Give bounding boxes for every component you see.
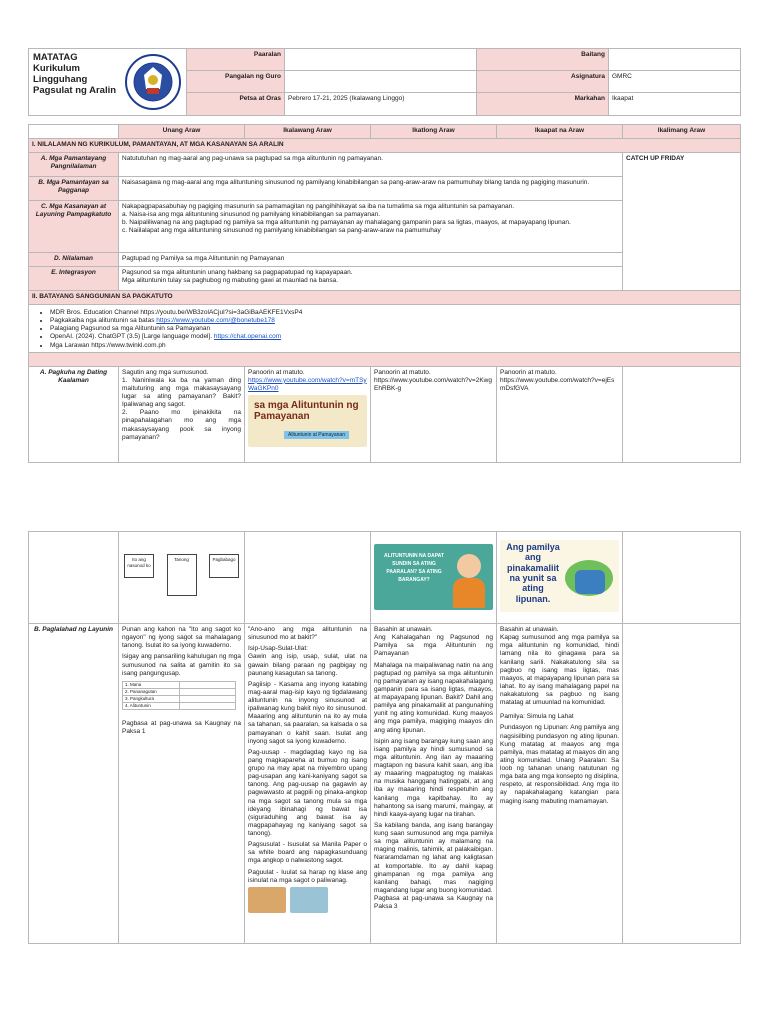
school-value (285, 49, 477, 71)
day-1-prior-knowledge: Sagutin ang mga sumusunod. 1. Naniniwala ka ba na yaman ding maituturing ang mga makasaysayang lugar sa ating pamayanan? Bakit? Ipaliwanag ang sagot. 2. Paano mo ipinakikita na pinapahalagahan mo ang mga makasaysayang pook sa inyong pamayanan? (119, 366, 245, 462)
day-1-objectives: Punan ang kahon na "Ito ang sagot ko ngayon" ng iyong sagot sa mahalagang tanong. Isulat ito sa iyong kuwaderno. Isigay ang pansariling kahulugan ng mga sumusunod na salita at gamitin ito sa isang pangungusap. 1. Mana 2. Pananagutan 3. Pangkultura 4. Alituntunin Pagbasa at pag-unawa sa Kaugnay na Paksa 1 (119, 624, 245, 944)
row-label-integration: E. Integrasyon (29, 267, 119, 291)
day-2-prior-knowledge: Panoorin at matuto. https://www.youtube.com/watch?v=mTSyWaGKPn0 sa mga Alituntunin ng Pamayanan Alituntunin at Pamayanan (245, 366, 371, 462)
reference-item: • MDR Bros. Education Channel https://youtu.be/WB3zolACjuI?si=3aGiBaAEKFE1VxsP4 (50, 309, 737, 317)
day-4-image-cell (497, 532, 623, 624)
reference-item: • Pagkakaiba nga alituntunin sa batas https://www.youtube.com/@bonetube178 (50, 317, 737, 325)
references-cell (29, 305, 741, 353)
row-label-prior-knowledge: A. Pagkuha ng Dating Kaalaman (29, 366, 119, 462)
title-cell (29, 49, 187, 116)
family-icon (575, 570, 605, 594)
video-thumbnail-image: sa mga Alituntunin ng Pamayanan Alituntunin at Pamayanan (248, 395, 367, 447)
document-title: MATATAG Kurikulum Lingguhang Pagsulat ng Aralin (33, 52, 117, 96)
lesson-plan-page-2 (28, 531, 740, 944)
reference-item: • OpenAI. (2024). ChatGPT (3.5) [Large language model]. https://chat.openai.com (50, 333, 737, 341)
section-3-title (29, 352, 741, 366)
integration-line: Mga alituntunin tulay sa paghubog ng mabuting gawi at maunlad na bansa. (122, 277, 339, 285)
date-label: Petsa at Oras (187, 93, 285, 116)
quarter-value: Ikaapat (609, 93, 741, 116)
integration-line: Pagsunod sa mga alituntunin unang hakbang sa pagpapatupad ng kapayapaan. (122, 269, 353, 276)
day-5-empty-cell (623, 532, 741, 624)
graphic-organizer (122, 554, 241, 596)
row-label-content: D. Nilalaman (29, 253, 119, 267)
day-2-objectives: "Ano-ano ang mga alituntunin na sinusunod mo at bakit?" Isip-Usap-Sulat-Ulat: Gawin ang isip, usap, sulat, ulat na gawain bilang paraan ng pagbigay ng paunang kasagutan sa tanong. Pagiisip - Kasama ang inyong katabing mag-aaral mag-isip kayo ng tigdalawang alituntunin na inyong sinusunod at ipaliwanag kung bakit niyo ito sinusunod. Maaaring ang alituntunin na ito ay mula sa tahanan, sa paaralan, sa kalsada o sa pamayanan o kahit saan. Isulat ang inyong sagot sa iyong kuwaderno. Pag-uusap - magdagdag kayo ng isa pang magkapareha at bumuo ng isang grupo na may apat na miyembro upang pag-usapan ang kani-kaniyang sagot sa tanong. Ang pag-uusap na gagawin ay pagwawasto at pagpili ng pinaka-angkop na mga sagot sa tanong mula sa mga ideyang ibinahagi ng bawat isa (siguraduhing ang bawat isa ay magpapahayag ng kaniyang sagot sa tanong). Pagsusulat - Isusulat sa Manila Paper o sa white board ang napagkasunduang mga angkop o nalwastong sagot. Paguulat - Iuulat sa harap ng klase ang isinulat na mga sagot o paliwanag. (245, 624, 371, 944)
quarter-label: Markahan (477, 93, 609, 116)
lesson-plan-page-1 (28, 48, 740, 463)
integration-text (119, 267, 623, 291)
reference-link[interactable]: https://www.youtube.com/@bonetube178 (156, 317, 275, 325)
continued-label-cell (29, 532, 119, 624)
day-5-objectives (623, 624, 741, 944)
family-illustration-image: Ang pamilya ang pinakamaliit na yunit sa ating lipunan. (500, 540, 619, 612)
competency-line: c. Naiilalapat ang mga alituntuning sinusunod ng pamilyang kinabibilangan sa pang-araw-araw na pamumuhay (122, 227, 441, 235)
competency-line: b. Naipaliliwanag na ang pagtupad ng pamilya sa mga alituntunin ng pamayanan ay mahalagang gampanin para sa ligtas, maayos, at mapayapang lipunan. (122, 219, 571, 227)
header-table (28, 48, 741, 116)
day-4-objectives: Basahin at unawain. Kapag sumusunod ang mga pamilya sa mga alituntunin ng komunidad, hindi lamang nila ito ginagawa para sa kanilang sarili. Nakakatulong sila sa pagbuo ng isang mas ligtas, mas maayos, at mapayapang lipunan para sa lahat. Ito ay isang mahalagang papel na nakakatulong sa pagbuo ng isang matatag at umuunlad na komunidad. Pamilya: Simula ng Lahat Pundasyon ng Lipunan: Ang pamilya ang nagsisilbing pundasyon ng ating lipunan. Kung matatag at maayos ang mga pamilya, mas matatag at maayos din ang ating komunidad. Unang Paaralan: Sa loob ng tahanan unang natutunan ng mga bata ang mga konsepto ng disiplina, respeto, at responsibilidad. Ang mga ito ay napakahalagang katangian para maging isang mabuting mamamayan. (497, 624, 623, 944)
day-4-prior-knowledge: Panoorin at matuto. https://www.youtube.com/watch?v=ejEsmDsfGVA (497, 366, 623, 462)
teacher-body-icon (453, 578, 485, 608)
reference-item: • Mga Larawan https://www.twinkl.com.ph (50, 342, 737, 350)
grade-value (609, 49, 741, 71)
row-label-content-standards: A. Mga Pamantayang Pangnilalaman (29, 153, 119, 177)
content-standards-text: Natututuhan ng mag-aaral ang pag-unawa sa pagtupad sa mga alituntunin ng pamayanan. (119, 153, 623, 177)
school-label: Paaralan (187, 49, 285, 71)
classroom-illustration-image (248, 887, 367, 913)
row-label-objectives: B. Paglalahad ng Layunin (29, 624, 119, 944)
day-5-header: Ikalimang Araw (623, 125, 741, 139)
day-5-prior-knowledge (623, 366, 741, 462)
competencies-text (119, 201, 623, 253)
teacher-value (285, 70, 477, 93)
day-3-objectives: Basahin at unawain. Ang Kahalagahan ng Pagsunod ng Pamilya sa mga Alituntunin ng Pamayanan Mahalaga na maipaliwanag natin na ang pagtupad ng pamilya sa mga alituntunin ng pamayanan ay isang napakahalagang gampanin para sa isang ligtas, maayos, at mapayapang lipunan. Bakit? Dahil ang pamilya ang pinakamaliit at pangunahing yunit ng ating komunidad. Kung maayos ang mga pamilya, magiging maayos din ang ating lipunan. Isipin ang isang barangay kung saan ang isang pamilya ay hindi sumusunod sa mga alituntunin. Ang ilan ay maaaring magtapon ng basura kahit saan, ang iba ay maaaring magpatugtog ng malakas na musika hanggang hatinggabi, at ang iba ay maaaring hindi respetuhin ang kanilang mga kapitbahay. Ito ay hahantong sa isang marumi, maingay, at hindi kaaya-ayang lugar na tirahan. Sa kabilang banda, ang isang barangay kung saan sumusunod ang mga pamilya sa mga alituntunin ay malamang na maging malinis, tahimik, at palakaibigan. Nararamdaman ng lahat ang kaligtasan at komportable. Ito ay dahil kapag ginampanan ng mga pamilya ang kanilang bahagi, mas nagiging magandang lugar ang buong komunidad. Pagbasa at pag-unawa sa Kaugnay na Paksa 3 (371, 624, 497, 944)
rules-illustration-image: ALITUNTUNIN NA DAPAT SUNDIN SA ATING PAARALAN? SA ATING BARANGAY? (374, 544, 493, 610)
lesson-table-continued (28, 531, 741, 944)
date-value: Pebrero 17-21, 2025 (Ikalawang Linggo) (285, 93, 477, 116)
section-1-title: I. NILALAMAN NG KURIKULUM, PAMANTAYAN, AT MGA KASANAYAN SA ARALIN (29, 139, 741, 153)
day-1-header: Unang Araw (119, 125, 245, 139)
organizer-box: Ito ang nasunod ko (124, 554, 154, 578)
video-link[interactable]: https://www.youtube.com/watch?v=mTSyWaGKPn0 (248, 376, 367, 392)
content-text: Pagtupad ng Pamilya sa mga Alituntunin ng Pamayanan (119, 253, 623, 267)
deped-seal-icon (124, 53, 182, 111)
day-3-image-cell (371, 532, 497, 624)
teacher-label: Pangalan ng Guro (187, 70, 285, 93)
competency-line: Nakapagpapasabuhay ng pagiging masunurin sa pamamagitan ng pangihihikayat sa iba na tumalima sa mga alituntunin sa pamayanan. (122, 203, 515, 210)
reference-item: • Palagiang Pagsunod sa mga Alituntunin sa Pamayanan (50, 325, 737, 333)
day-3-prior-knowledge: Panoorin at matuto. https://www.youtube.com/watch?v=2KwgEhRBK-g (371, 366, 497, 462)
references-list (32, 309, 737, 350)
row-label-competencies: C. Mga Kasanayan at Layuning Pampagkatuto (29, 201, 119, 253)
corner-cell (29, 125, 119, 139)
subject-value: GMRC (609, 70, 741, 93)
organizer-box: Tanong (167, 554, 197, 596)
day-2-empty-cell (245, 532, 371, 624)
reporting-image-icon (290, 887, 328, 913)
grade-label: Baitang (477, 49, 609, 71)
lesson-table (28, 124, 741, 463)
subject-label: Asignatura (477, 70, 609, 93)
video-link[interactable]: https://www.youtube.com/watch?v=ejEsmDsfGVA (500, 376, 615, 392)
organizer-box: Pagbabago (209, 554, 239, 578)
competency-line: a. Naisa-isa ang mga alituntuning sinusunod ng pamilyang kinabibilangan sa pamayanan. (122, 211, 381, 219)
performance-standards-text: Naisasagawa ng mag-aaral ang mga alituntuning sinusunod ng pamilyang kinabibilangan sa pang-araw-araw na pamumuhay bilang tanda ng pagiging masunurin. (119, 177, 623, 201)
day-1-boxes-cell (119, 532, 245, 624)
students-image-icon (248, 887, 286, 913)
day-3-header: Ikatlong Araw (371, 125, 497, 139)
day-2-header: Ikalawang Araw (245, 125, 371, 139)
teacher-illustration-icon (457, 554, 481, 578)
section-2-title: II. BATAYANG SANGGUNIAN SA PAGKATUTO (29, 291, 741, 305)
day-4-header: Ikaapat na Araw (497, 125, 623, 139)
catch-up-friday: CATCH UP FRIDAY (623, 153, 741, 291)
row-label-performance-standards: B. Mga Pamantayan sa Pagganap (29, 177, 119, 201)
video-link[interactable]: https://www.youtube.com/watch?v=2KwgEhRBK-g (374, 376, 492, 392)
reference-link[interactable]: https://chat.openai.com (213, 333, 282, 341)
vocabulary-mini-table: 1. Mana 2. Pananagutan 3. Pangkultura 4. Alituntunin (122, 681, 236, 710)
